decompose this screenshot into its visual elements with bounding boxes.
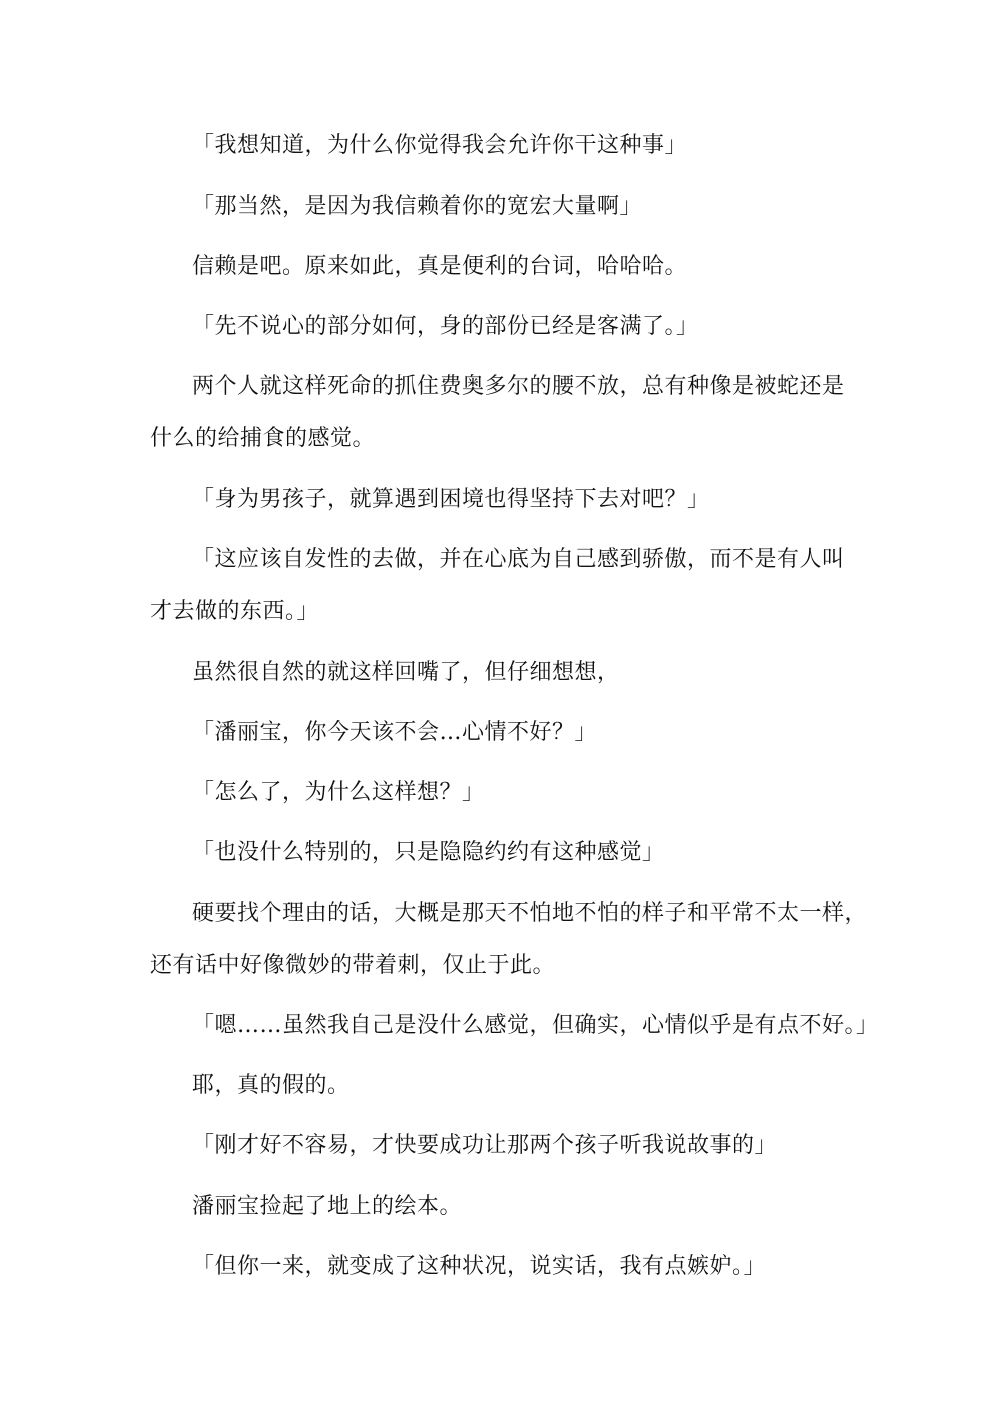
text-line-17: 耶，真的假的。 [192,1073,350,1098]
text-line-2: 「那当然，是因为我信赖着你的宽宏大量啊」 [192,194,643,219]
text-line-8: 「这应该自发性的去做，并在心底为自己感到骄傲，而不是有人叫 [192,547,845,572]
text-line-6: 什么的给捕食的感觉。 [150,426,376,451]
text-line-10: 虽然很自然的就这样回嘴了，但仔细想想， [192,660,620,685]
text-line-14: 硬要找个理由的话，大概是那天不怕地不怕的样子和平常不太一样， [192,901,868,926]
text-line-18: 「刚才好不容易，才快要成功让那两个孩子听我说故事的」 [192,1133,778,1158]
text-line-13: 「也没什么特别的，只是隐隐约约有这种感觉」 [192,840,665,865]
text-line-4: 「先不说心的部分如何，身的部份已经是客满了。」 [192,314,699,339]
text-line-15: 还有话中好像微妙的带着刺，仅止于此。 [150,953,556,978]
text-line-20: 「但你一来，就变成了这种状况，说实话，我有点嫉妒。」 [192,1254,767,1279]
text-line-7: 「身为男孩子，就算遇到困境也得坚持下去对吧？」 [192,487,710,512]
text-line-11: 「潘丽宝，你今天该不会…心情不好？」 [192,720,598,745]
text-line-3: 信赖是吧。原来如此，真是便利的台词，哈哈哈。 [192,254,688,279]
text-line-19: 潘丽宝捡起了地上的绘本。 [192,1194,463,1219]
text-line-12: 「怎么了，为什么这样想？」 [192,780,485,805]
text-line-5: 两个人就这样死命的抓住费奥多尔的腰不放，总有种像是被蛇还是 [192,374,845,399]
text-line-1: 「我想知道，为什么你觉得我会允许你干这种事」 [192,133,688,158]
text-line-16: 「嗯……虽然我自己是没什么感觉，但确实，心情似乎是有点不好。」 [192,1013,879,1038]
text-line-9: 才去做的东西。」 [150,599,320,624]
